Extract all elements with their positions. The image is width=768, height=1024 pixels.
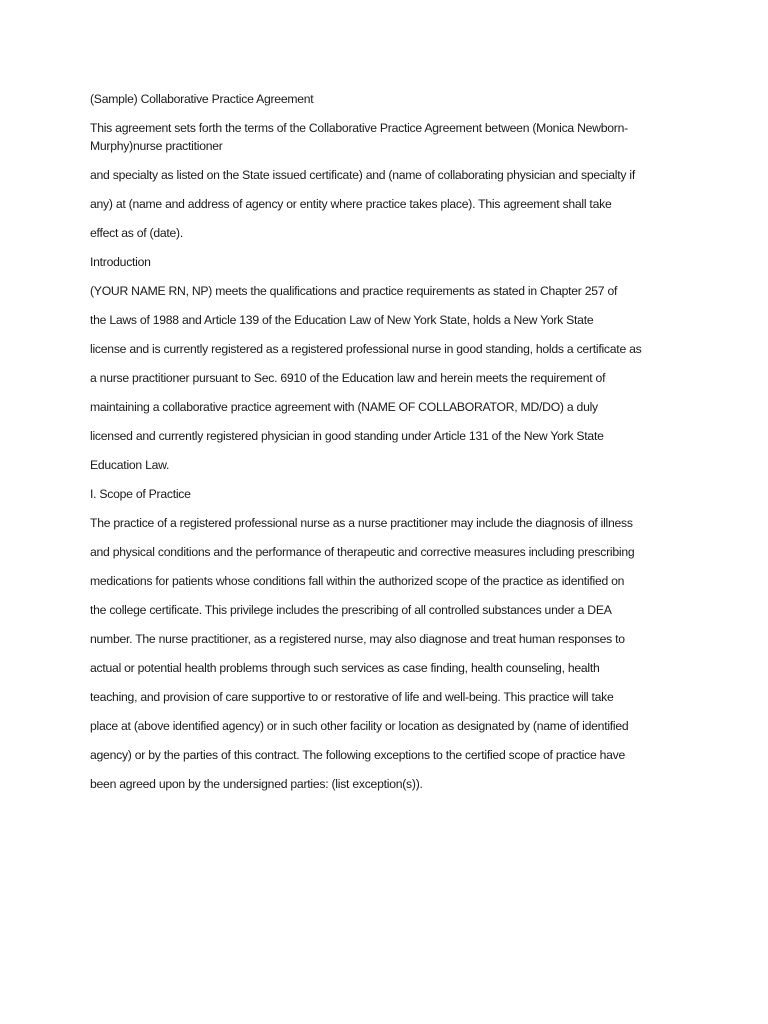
paragraph-effective-date: effect as of (date). <box>90 225 184 240</box>
paragraph-exceptions: agency) or by the parties of this contract. The following exceptions to the certified scope of practice have <box>90 747 626 762</box>
paragraph-practice-diagnosis: The practice of a registered professional nurse as a nurse practitioner may include the diagnosis of illness <box>90 515 633 530</box>
paragraph-health-problems: actual or potential health problems through such services as case finding, health counseling, health <box>90 660 600 675</box>
paragraph-health-teaching: teaching, and provision of care supportive to or restorative of life and well-being. This practice will take <box>90 689 614 704</box>
paragraph-specialty: and specialty as listed on the State issued certificate) and (name of collaborating physician and specialty if <box>90 167 635 182</box>
document-body <box>90 91 682 805</box>
paragraph-medications: medications for patients whose conditions fall within the authorized scope of the practice as identified on <box>90 573 625 588</box>
paragraph-education-law: Education Law. <box>90 457 170 472</box>
section-heading-scope-of-practice: I. Scope of Practice <box>90 486 191 501</box>
paragraph-therapeutic-measures: and physical conditions and the performance of therapeutic and corrective measures including prescribing <box>90 544 635 559</box>
paragraph-physician: licensed and currently registered physician in good standing under Article 131 of the New York State <box>90 428 604 443</box>
paragraph-practice-location: place at (above identified agency) or in such other facility or location as designated by (name of identified <box>90 718 629 733</box>
paragraph-collaborator: maintaining a collaborative practice agreement with (NAME OF COLLABORATOR, MD/DO) a duly <box>90 399 598 414</box>
document-title: (Sample) Collaborative Practice Agreement <box>90 92 314 106</box>
paragraph-agreement-terms: This agreement sets forth the terms of the Collaborative Practice Agreement between (Monica Newborn-Murphy)nurse practitioner <box>90 121 628 153</box>
paragraph-college-certificate: the college certificate. This privilege includes the prescribing of all controlled substances under a DEA <box>90 602 612 617</box>
paragraph-qualifications: (YOUR NAME RN, NP) meets the qualifications and practice requirements as stated in Chapter 257 of <box>90 283 618 298</box>
paragraph-nurse-practitioner: a nurse practitioner pursuant to Sec. 6910 of the Education law and herein meets the requirement of <box>90 370 606 385</box>
paragraph-dea-number: number. The nurse practitioner, as a registered nurse, may also diagnose and treat human responses to <box>90 631 625 646</box>
paragraph-laws: the Laws of 1988 and Article 139 of the Education Law of New York State, holds a New York State <box>90 312 594 327</box>
section-heading-introduction: Introduction <box>90 254 151 269</box>
paragraph-license: license and is currently registered as a registered professional nurse in good standing, holds a certificate as <box>90 341 642 356</box>
paragraph-agreed-exceptions: been agreed upon by the undersigned parties: (list exception(s)). <box>90 776 423 791</box>
paragraph-agency: any) at (name and address of agency or entity where practice takes place). This agreement shall take <box>90 196 612 211</box>
